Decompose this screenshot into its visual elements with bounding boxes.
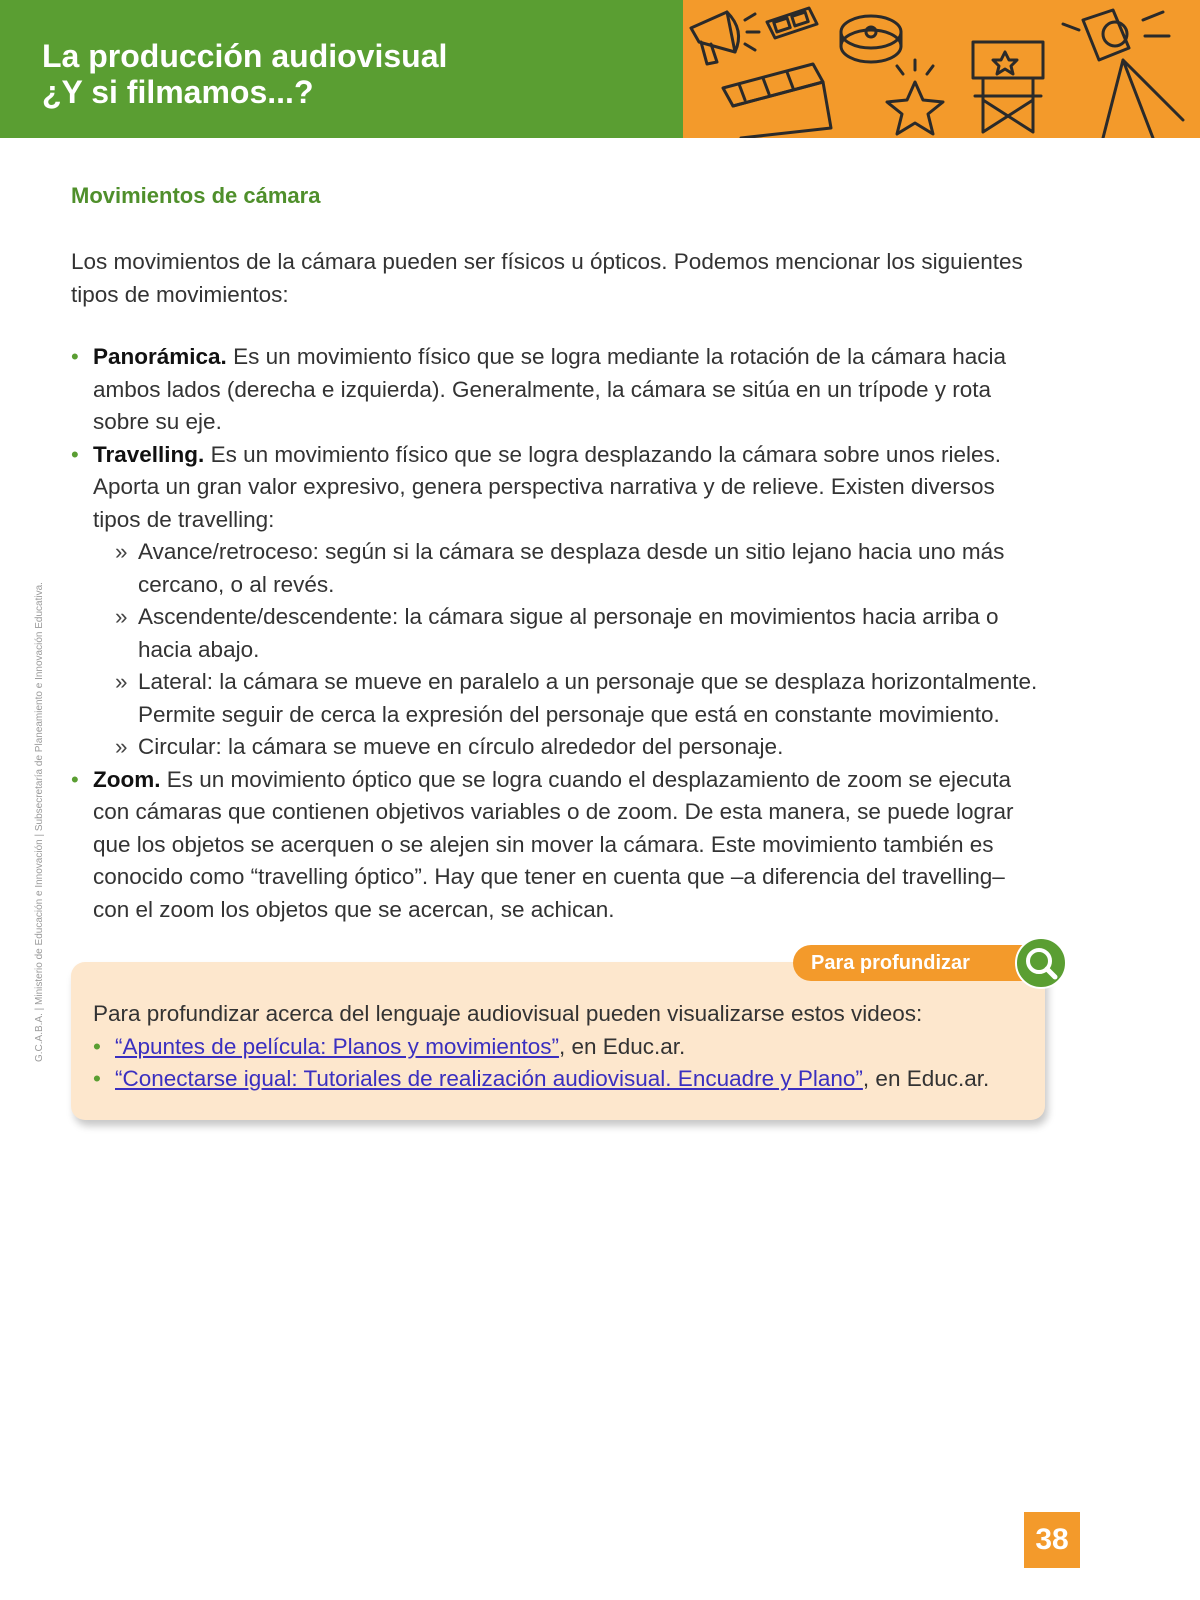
megaphone-icon <box>691 12 759 64</box>
spotlight-icon <box>1063 10 1183 138</box>
sublist-item: » Avance/retroceso: según si la cámara se desplaza desde un sitio lejano hacia uno más cercano, o al revés. <box>93 536 1045 601</box>
main-content <box>71 246 1045 926</box>
item-text: Es un movimiento físico que se logra mediante la rotación de la cámara hacia ambos lados (derecha e izquierda). Generalmente, la cámara se sitúa en un trípode y rota sobre su eje. <box>93 344 1007 434</box>
item-term: Travelling. <box>93 441 205 467</box>
item-term: Panorámica. <box>93 344 227 369</box>
movement-list <box>71 341 1045 926</box>
link-suffix: , en Educ.ar. <box>862 1066 990 1091</box>
intro-paragraph: Los movimientos de la cámara pueden ser físicos u ópticos. Podemos mencionar los siguientes tipos de movimientos: <box>71 249 1023 307</box>
profundizar-box <box>71 962 1045 1120</box>
section-title: Movimientos de cámara <box>71 183 321 208</box>
item-text: Es un movimiento óptico que se logra cuando el desplazamiento de zoom se ejecuta con cámaras que contienen objetivos variables o de zoom. De esta manera, se puede lograr que los objetos se acerquen o se alejen sin mover la cámara. Este movimiento también es conocido como “travelling óptico”. Hay que tener en cuenta que –a diferencia del travelling– con el zoom los objetos que se acercan, se achican. <box>93 766 1014 922</box>
video-link-list <box>93 1031 1033 1096</box>
side-credit: G.C.A.B.A. | Ministerio de Educación e Innovación | Subsecretaría de Planeamiento e Innovación Educativa. <box>34 582 45 1062</box>
video-link-conectarse[interactable]: “Conectarse igual: Tutoriales de realización audiovisual. Encuadre y Plano” <box>115 1066 863 1091</box>
profundizar-content <box>93 998 1033 1096</box>
page-number: 38 <box>1024 1512 1080 1568</box>
list-item <box>71 764 1045 927</box>
list-item <box>71 439 1045 764</box>
film-reel-icon <box>841 16 901 62</box>
sublist-item: » Ascendente/descendente: la cámara sigue al personaje en movimientos hacia arriba o hacia abajo. <box>93 601 1045 666</box>
list-item <box>71 341 1045 439</box>
list-item <box>93 1031 1033 1064</box>
page-title <box>42 38 447 110</box>
clapperboard-icon <box>723 64 831 138</box>
sublist <box>93 536 1045 764</box>
sublist-item: » Circular: la cámara se mueve en círculo alrededor del personaje. <box>93 731 1045 764</box>
profundizar-tag: Para profundizar <box>793 945 1033 981</box>
list-item <box>93 1063 1033 1096</box>
star-icon <box>887 60 943 134</box>
page-title-line-2: ¿Y si filmamos...? <box>42 74 314 110</box>
3d-glasses-icon <box>767 8 817 38</box>
magnifier-icon <box>1015 937 1067 989</box>
header-illustration-band <box>683 0 1200 138</box>
page-title-line-1: La producción audiovisual <box>42 38 448 74</box>
directors-chair-icon <box>973 42 1043 132</box>
video-link-apuntes[interactable]: “Apuntes de película: Planos y movimientos” <box>115 1033 559 1059</box>
item-text: Es un movimiento físico que se logra desplazando la cámara sobre unos rieles. Aporta un gran valor expresivo, genera perspectiva narrativa y de relieve. Existen diversos tipos de travelling: <box>93 441 1001 532</box>
sublist-item: » Lateral: la cámara se mueve en paralelo a un personaje que se desplaza horizontalmente. Permite seguir de cerca la expresión del personaje que está en constante movimiento. <box>93 666 1045 731</box>
link-suffix: , en Educ.ar. <box>558 1033 686 1059</box>
item-term: Zoom. <box>93 766 161 792</box>
profundizar-intro: Para profundizar acerca del lenguaje audiovisual pueden visualizarse estos videos: <box>93 1001 923 1026</box>
